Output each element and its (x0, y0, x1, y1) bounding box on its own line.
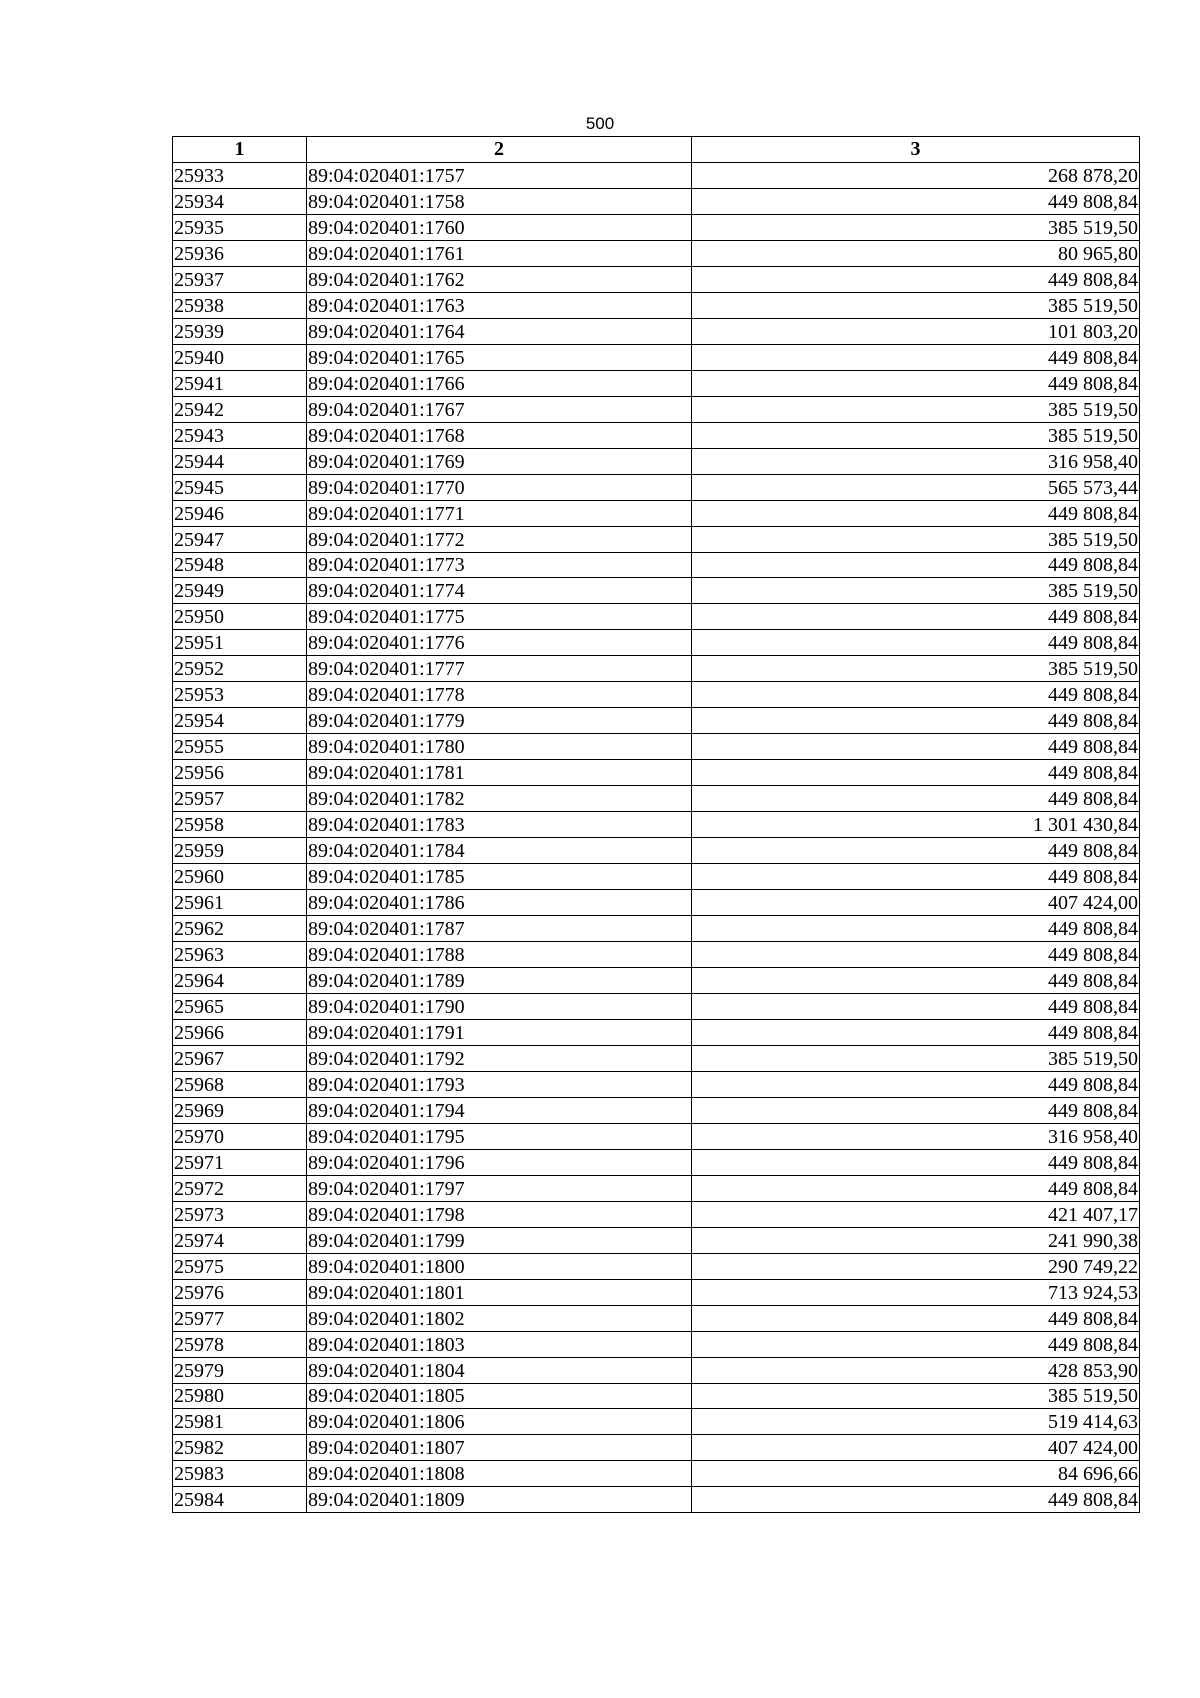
table-row (173, 370, 1140, 396)
table-row (173, 396, 1140, 422)
cadastral-value-cell: 316 958,40 (692, 1123, 1140, 1149)
table-row (173, 734, 1140, 760)
table-row (173, 1305, 1140, 1331)
row-number-cell: 25934 (173, 188, 307, 214)
cadastral-number-cell: 89:04:020401:1765 (307, 344, 692, 370)
cadastral-value-cell: 385 519,50 (692, 526, 1140, 552)
cadastral-number-cell: 89:04:020401:1792 (307, 1045, 692, 1071)
cadastral-value-cell: 316 958,40 (692, 448, 1140, 474)
table-row (173, 1149, 1140, 1175)
row-number-cell: 25936 (173, 240, 307, 266)
cadastral-value-cell: 407 424,00 (692, 890, 1140, 916)
row-number-cell: 25957 (173, 786, 307, 812)
cadastral-value-cell: 449 808,84 (692, 1175, 1140, 1201)
row-number-cell: 25965 (173, 993, 307, 1019)
row-number-cell: 25959 (173, 838, 307, 864)
cadastral-number-cell: 89:04:020401:1764 (307, 318, 692, 344)
cadastral-value-cell: 385 519,50 (692, 578, 1140, 604)
table-row (173, 162, 1140, 188)
row-number-cell: 25981 (173, 1409, 307, 1435)
table-row (173, 266, 1140, 292)
cadastral-number-cell: 89:04:020401:1809 (307, 1487, 692, 1513)
row-number-cell: 25940 (173, 344, 307, 370)
cadastral-value-cell: 449 808,84 (692, 708, 1140, 734)
row-number-cell: 25954 (173, 708, 307, 734)
table-row (173, 422, 1140, 448)
cadastral-value-cell: 385 519,50 (692, 396, 1140, 422)
table-row (173, 1383, 1140, 1409)
cadastral-number-cell: 89:04:020401:1797 (307, 1175, 692, 1201)
cadastral-value-cell: 449 808,84 (692, 604, 1140, 630)
table-row (173, 786, 1140, 812)
table-row (173, 812, 1140, 838)
row-number-cell: 25962 (173, 916, 307, 942)
column-header-value: 3 (692, 137, 1140, 163)
table-row (173, 500, 1140, 526)
cadastral-value-cell: 449 808,84 (692, 838, 1140, 864)
cadastral-number-cell: 89:04:020401:1776 (307, 630, 692, 656)
table-row (173, 1487, 1140, 1513)
cadastral-value-cell: 449 808,84 (692, 1097, 1140, 1123)
cadastral-value-cell: 385 519,50 (692, 1383, 1140, 1409)
table-row (173, 890, 1140, 916)
cadastral-number-cell: 89:04:020401:1775 (307, 604, 692, 630)
cadastral-number-cell: 89:04:020401:1805 (307, 1383, 692, 1409)
cadastral-value-cell: 449 808,84 (692, 1331, 1140, 1357)
cadastral-value-cell: 385 519,50 (692, 292, 1140, 318)
cadastral-number-cell: 89:04:020401:1768 (307, 422, 692, 448)
cadastral-value-cell: 449 808,84 (692, 1487, 1140, 1513)
row-number-cell: 25977 (173, 1305, 307, 1331)
table-row (173, 1253, 1140, 1279)
cadastral-value-cell: 565 573,44 (692, 474, 1140, 500)
table-row (173, 760, 1140, 786)
table-row (173, 292, 1140, 318)
table-row (173, 1461, 1140, 1487)
row-number-cell: 25942 (173, 396, 307, 422)
cadastral-value-cell: 385 519,50 (692, 656, 1140, 682)
cadastral-number-cell: 89:04:020401:1772 (307, 526, 692, 552)
cadastral-number-cell: 89:04:020401:1798 (307, 1201, 692, 1227)
row-number-cell: 25972 (173, 1175, 307, 1201)
row-number-cell: 25945 (173, 474, 307, 500)
cadastral-number-cell: 89:04:020401:1791 (307, 1019, 692, 1045)
table-row (173, 1097, 1140, 1123)
cadastral-number-cell: 89:04:020401:1800 (307, 1253, 692, 1279)
column-header-cadastral-number: 2 (307, 137, 692, 163)
cadastral-value-cell: 385 519,50 (692, 422, 1140, 448)
row-number-cell: 25944 (173, 448, 307, 474)
cadastral-number-cell: 89:04:020401:1802 (307, 1305, 692, 1331)
table-row (173, 838, 1140, 864)
row-number-cell: 25961 (173, 890, 307, 916)
cadastral-number-cell: 89:04:020401:1806 (307, 1409, 692, 1435)
cadastral-number-cell: 89:04:020401:1777 (307, 656, 692, 682)
cadastral-number-cell: 89:04:020401:1796 (307, 1149, 692, 1175)
cadastral-number-cell: 89:04:020401:1780 (307, 734, 692, 760)
table-row (173, 1279, 1140, 1305)
table-row (173, 942, 1140, 968)
cadastral-value-cell: 80 965,80 (692, 240, 1140, 266)
cadastral-value-cell: 449 808,84 (692, 786, 1140, 812)
row-number-cell: 25951 (173, 630, 307, 656)
table-row (173, 1019, 1140, 1045)
cadastral-number-cell: 89:04:020401:1769 (307, 448, 692, 474)
cadastral-value-cell: 449 808,84 (692, 1149, 1140, 1175)
row-number-cell: 25982 (173, 1435, 307, 1461)
table-row (173, 1071, 1140, 1097)
cadastral-value-cell: 449 808,84 (692, 734, 1140, 760)
row-number-cell: 25955 (173, 734, 307, 760)
table-row (173, 1045, 1140, 1071)
row-number-cell: 25950 (173, 604, 307, 630)
cadastral-value-cell: 449 808,84 (692, 968, 1140, 994)
cadastral-number-cell: 89:04:020401:1804 (307, 1357, 692, 1383)
column-header-number: 1 (173, 137, 307, 163)
cadastral-number-cell: 89:04:020401:1760 (307, 214, 692, 240)
cadastral-number-cell: 89:04:020401:1773 (307, 552, 692, 578)
table-row (173, 578, 1140, 604)
table-row (173, 1175, 1140, 1201)
row-number-cell: 25941 (173, 370, 307, 396)
row-number-cell: 25978 (173, 1331, 307, 1357)
table-row (173, 214, 1140, 240)
cadastral-number-cell: 89:04:020401:1803 (307, 1331, 692, 1357)
row-number-cell: 25964 (173, 968, 307, 994)
cadastral-value-cell: 449 808,84 (692, 760, 1140, 786)
row-number-cell: 25933 (173, 162, 307, 188)
cadastral-value-cell: 449 808,84 (692, 993, 1140, 1019)
cadastral-value-cell: 449 808,84 (692, 552, 1140, 578)
row-number-cell: 25958 (173, 812, 307, 838)
cadastral-value-cell: 449 808,84 (692, 266, 1140, 292)
cadastral-value-table (172, 136, 1140, 1513)
table-row (173, 240, 1140, 266)
row-number-cell: 25971 (173, 1149, 307, 1175)
table-row (173, 552, 1140, 578)
table-row (173, 1357, 1140, 1383)
cadastral-number-cell: 89:04:020401:1758 (307, 188, 692, 214)
cadastral-value-cell: 428 853,90 (692, 1357, 1140, 1383)
table-row (173, 344, 1140, 370)
table-row (173, 526, 1140, 552)
row-number-cell: 25968 (173, 1071, 307, 1097)
row-number-cell: 25963 (173, 942, 307, 968)
table-row (173, 993, 1140, 1019)
cadastral-number-cell: 89:04:020401:1761 (307, 240, 692, 266)
cadastral-number-cell: 89:04:020401:1793 (307, 1071, 692, 1097)
cadastral-number-cell: 89:04:020401:1784 (307, 838, 692, 864)
cadastral-value-cell: 449 808,84 (692, 370, 1140, 396)
cadastral-value-cell: 1 301 430,84 (692, 812, 1140, 838)
table-row (173, 448, 1140, 474)
cadastral-value-cell: 449 808,84 (692, 682, 1140, 708)
row-number-cell: 25974 (173, 1227, 307, 1253)
cadastral-value-cell: 449 808,84 (692, 630, 1140, 656)
page-number: 500 (585, 114, 615, 133)
table-row (173, 916, 1140, 942)
cadastral-value-cell: 84 696,66 (692, 1461, 1140, 1487)
table-row (173, 1123, 1140, 1149)
cadastral-number-cell: 89:04:020401:1807 (307, 1435, 692, 1461)
table-row (173, 318, 1140, 344)
cadastral-value-cell: 290 749,22 (692, 1253, 1140, 1279)
cadastral-number-cell: 89:04:020401:1808 (307, 1461, 692, 1487)
cadastral-number-cell: 89:04:020401:1794 (307, 1097, 692, 1123)
table-row (173, 604, 1140, 630)
cadastral-number-cell: 89:04:020401:1801 (307, 1279, 692, 1305)
row-number-cell: 25970 (173, 1123, 307, 1149)
cadastral-number-cell: 89:04:020401:1787 (307, 916, 692, 942)
cadastral-number-cell: 89:04:020401:1767 (307, 396, 692, 422)
row-number-cell: 25952 (173, 656, 307, 682)
cadastral-value-cell: 268 878,20 (692, 162, 1140, 188)
row-number-cell: 25967 (173, 1045, 307, 1071)
cadastral-number-cell: 89:04:020401:1778 (307, 682, 692, 708)
cadastral-number-cell: 89:04:020401:1783 (307, 812, 692, 838)
table-row (173, 474, 1140, 500)
cadastral-value-cell: 449 808,84 (692, 344, 1140, 370)
cadastral-number-cell: 89:04:020401:1790 (307, 993, 692, 1019)
cadastral-value-cell: 449 808,84 (692, 500, 1140, 526)
table-body (173, 162, 1140, 1512)
row-number-cell: 25939 (173, 318, 307, 344)
cadastral-number-cell: 89:04:020401:1763 (307, 292, 692, 318)
row-number-cell: 25948 (173, 552, 307, 578)
cadastral-value-cell: 385 519,50 (692, 214, 1140, 240)
row-number-cell: 25947 (173, 526, 307, 552)
cadastral-number-cell: 89:04:020401:1781 (307, 760, 692, 786)
table-row (173, 656, 1140, 682)
cadastral-number-cell: 89:04:020401:1786 (307, 890, 692, 916)
cadastral-value-cell: 713 924,53 (692, 1279, 1140, 1305)
row-number-cell: 25949 (173, 578, 307, 604)
cadastral-number-cell: 89:04:020401:1757 (307, 162, 692, 188)
cadastral-number-cell: 89:04:020401:1785 (307, 864, 692, 890)
cadastral-value-cell: 449 808,84 (692, 1019, 1140, 1045)
table-row (173, 1331, 1140, 1357)
row-number-cell: 25938 (173, 292, 307, 318)
table-row (173, 188, 1140, 214)
cadastral-number-cell: 89:04:020401:1782 (307, 786, 692, 812)
row-number-cell: 25943 (173, 422, 307, 448)
table-row (173, 630, 1140, 656)
cadastral-value-cell: 449 808,84 (692, 188, 1140, 214)
row-number-cell: 25953 (173, 682, 307, 708)
cadastral-value-cell: 449 808,84 (692, 1305, 1140, 1331)
cadastral-value-cell: 449 808,84 (692, 864, 1140, 890)
cadastral-value-cell: 449 808,84 (692, 1071, 1140, 1097)
table-row (173, 1409, 1140, 1435)
row-number-cell: 25969 (173, 1097, 307, 1123)
table-row (173, 1435, 1140, 1461)
cadastral-number-cell: 89:04:020401:1766 (307, 370, 692, 396)
cadastral-number-cell: 89:04:020401:1789 (307, 968, 692, 994)
row-number-cell: 25984 (173, 1487, 307, 1513)
cadastral-number-cell: 89:04:020401:1762 (307, 266, 692, 292)
table-row (173, 682, 1140, 708)
cadastral-value-cell: 449 808,84 (692, 942, 1140, 968)
cadastral-value-cell: 449 808,84 (692, 916, 1140, 942)
row-number-cell: 25966 (173, 1019, 307, 1045)
row-number-cell: 25973 (173, 1201, 307, 1227)
row-number-cell: 25975 (173, 1253, 307, 1279)
table-row (173, 1201, 1140, 1227)
row-number-cell: 25946 (173, 500, 307, 526)
cadastral-value-cell: 385 519,50 (692, 1045, 1140, 1071)
table-row (173, 864, 1140, 890)
cadastral-value-cell: 101 803,20 (692, 318, 1140, 344)
cadastral-value-cell: 241 990,38 (692, 1227, 1140, 1253)
row-number-cell: 25960 (173, 864, 307, 890)
row-number-cell: 25956 (173, 760, 307, 786)
cadastral-number-cell: 89:04:020401:1770 (307, 474, 692, 500)
row-number-cell: 25976 (173, 1279, 307, 1305)
row-number-cell: 25980 (173, 1383, 307, 1409)
cadastral-number-cell: 89:04:020401:1779 (307, 708, 692, 734)
cadastral-value-cell: 407 424,00 (692, 1435, 1140, 1461)
cadastral-value-cell: 519 414,63 (692, 1409, 1140, 1435)
cadastral-number-cell: 89:04:020401:1788 (307, 942, 692, 968)
table-row (173, 968, 1140, 994)
cadastral-number-cell: 89:04:020401:1771 (307, 500, 692, 526)
cadastral-number-cell: 89:04:020401:1795 (307, 1123, 692, 1149)
row-number-cell: 25937 (173, 266, 307, 292)
row-number-cell: 25935 (173, 214, 307, 240)
table-row (173, 1227, 1140, 1253)
row-number-cell: 25979 (173, 1357, 307, 1383)
cadastral-number-cell: 89:04:020401:1774 (307, 578, 692, 604)
cadastral-value-cell: 421 407,17 (692, 1201, 1140, 1227)
table-header-row (173, 137, 1140, 163)
table-row (173, 708, 1140, 734)
row-number-cell: 25983 (173, 1461, 307, 1487)
cadastral-number-cell: 89:04:020401:1799 (307, 1227, 692, 1253)
